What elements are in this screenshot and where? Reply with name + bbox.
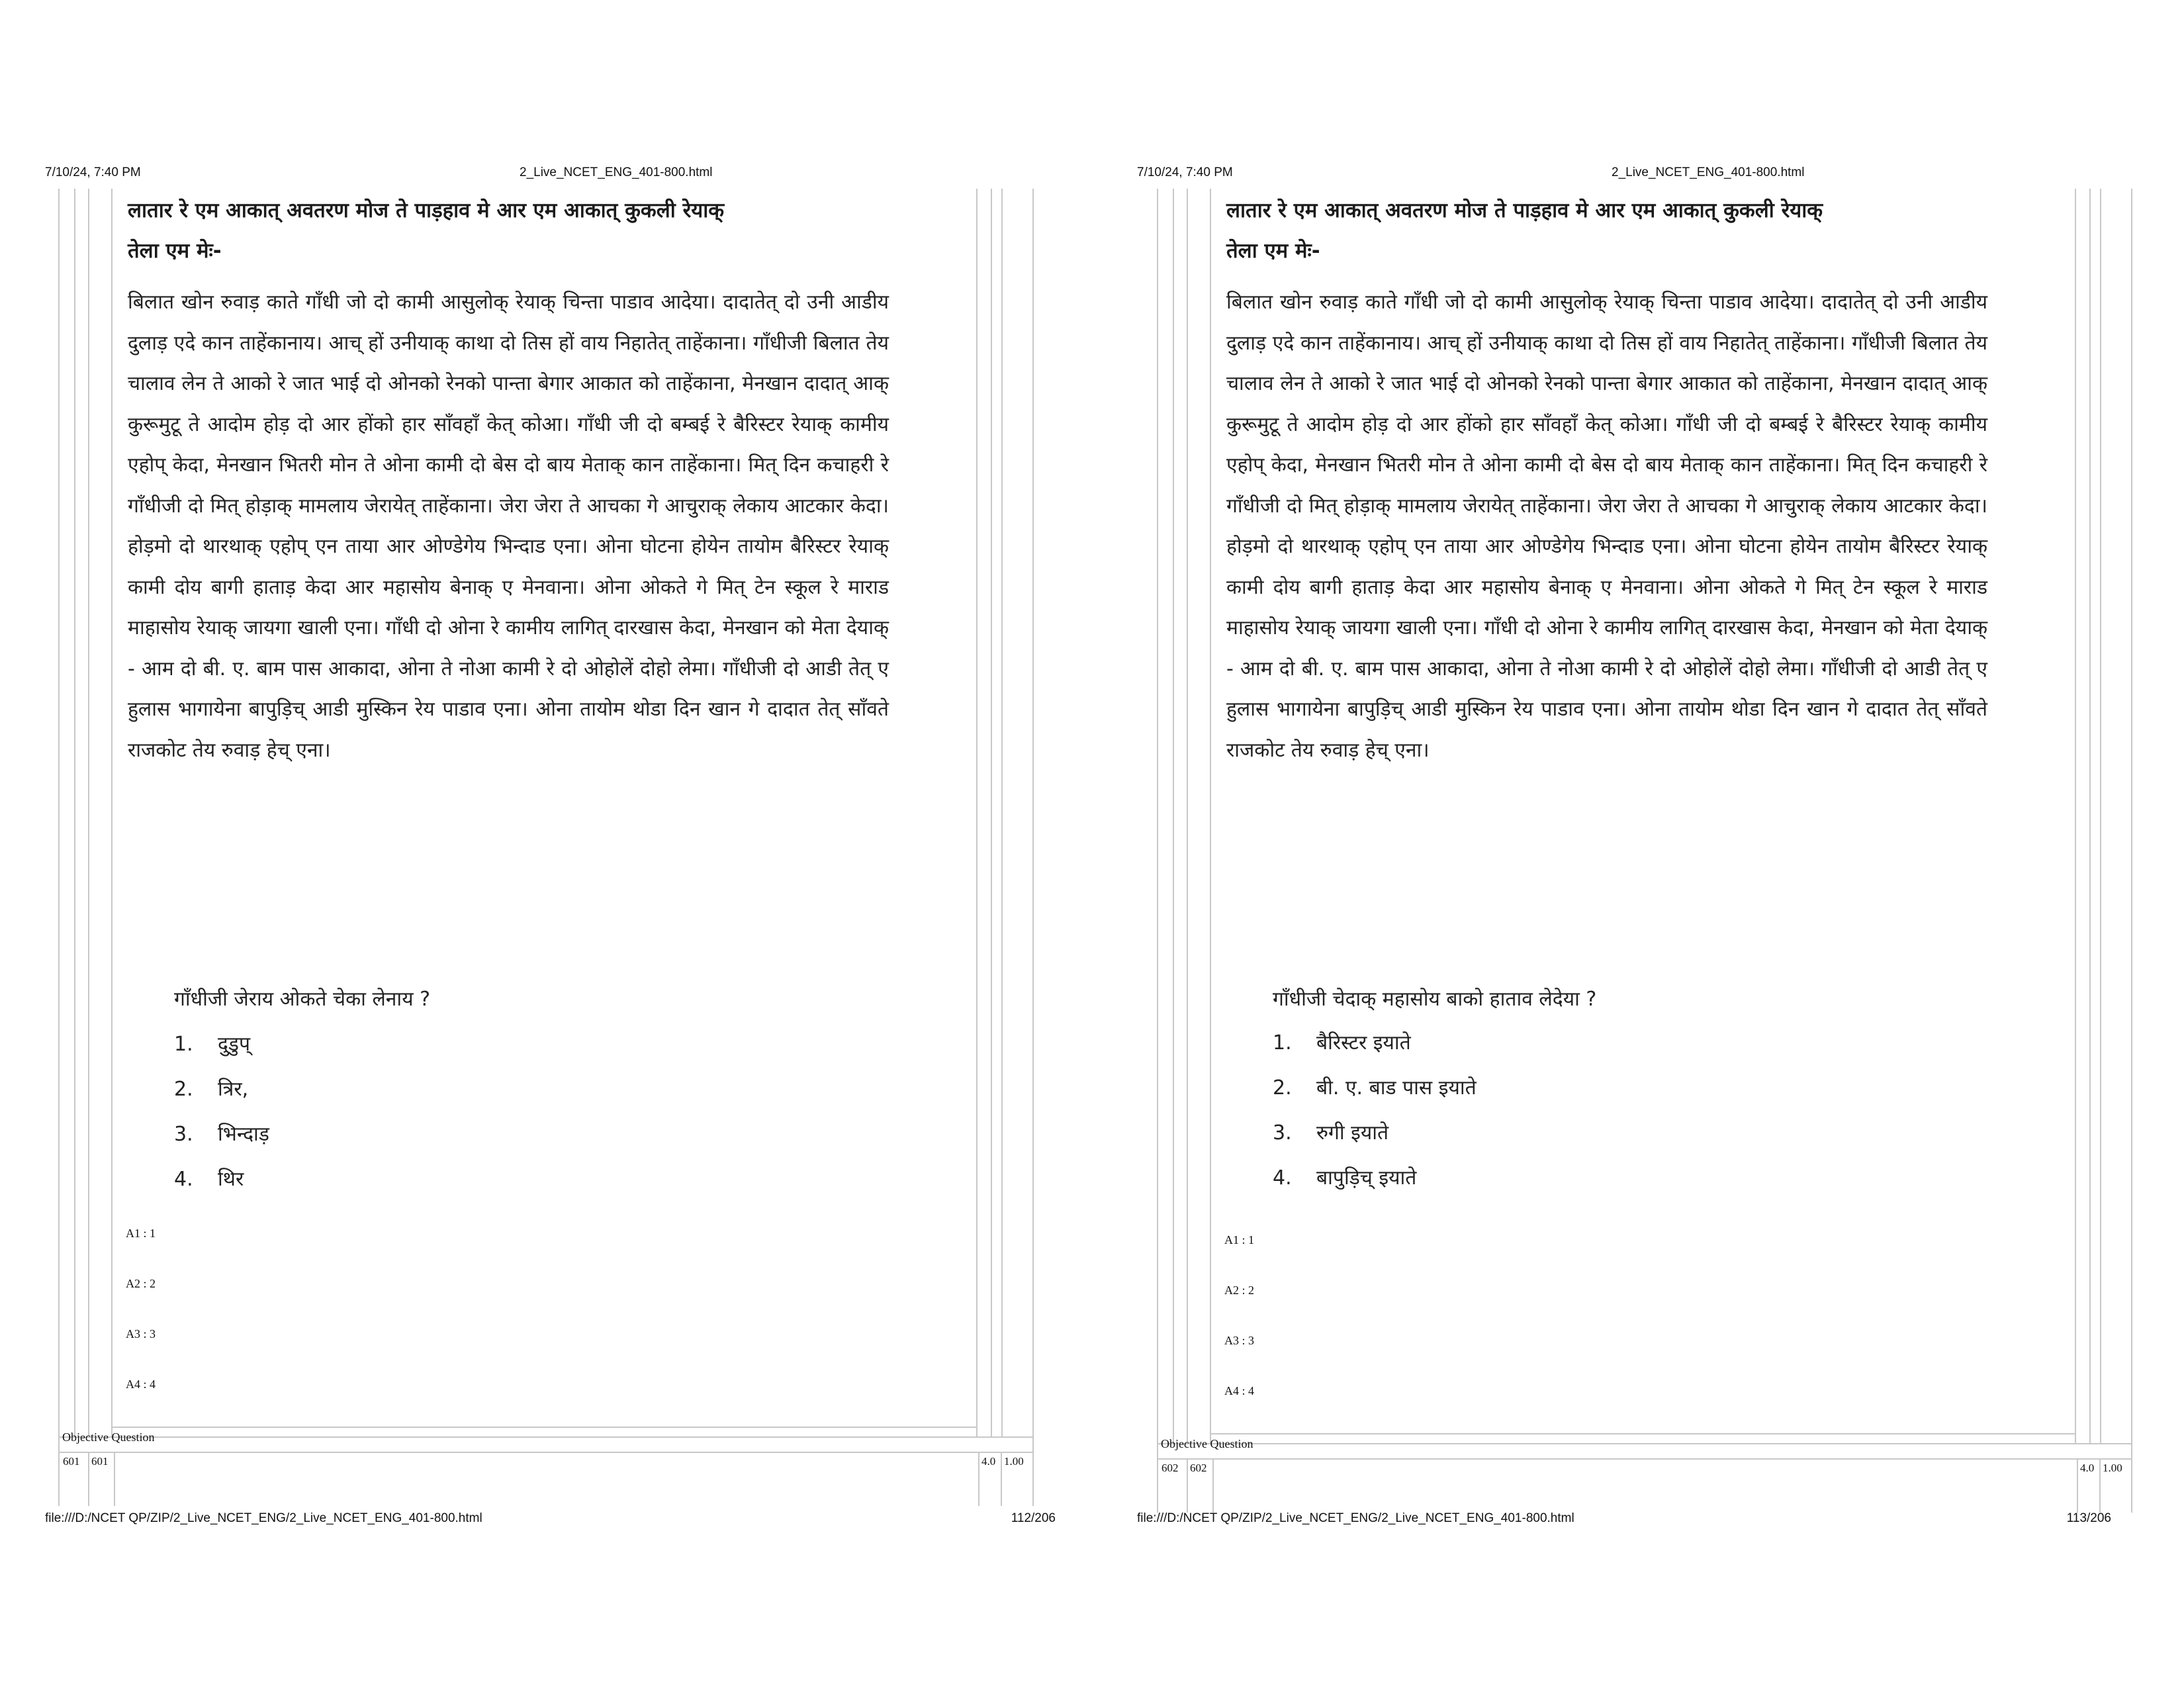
table-border [2100, 189, 2101, 1443]
table-border [114, 1452, 115, 1506]
option-1 [174, 1029, 250, 1056]
print-header-datetime: 7/10/24, 7:40 PM [45, 165, 141, 179]
marks-positive: 4.0 [2080, 1462, 2095, 1474]
print-page-right [1092, 0, 2184, 1688]
table-border [88, 189, 89, 1436]
table-border [74, 189, 75, 1436]
table-border [111, 189, 113, 1436]
answer-key-4: A4 : 4 [1224, 1384, 1254, 1397]
question-type-label: Objective Question [1161, 1437, 1253, 1450]
option-number: 2. [1273, 1076, 1292, 1100]
question-type-label: Objective Question [62, 1430, 155, 1444]
table-border [1001, 1452, 1002, 1506]
table-border [58, 1436, 1032, 1438]
table-border [1001, 189, 1003, 1436]
option-number: 3. [1273, 1121, 1292, 1145]
option-number: 2. [174, 1078, 193, 1101]
option-text: त्रिर, [218, 1078, 249, 1101]
option-text: बी. ए. बाड पास इयाते [1316, 1076, 1477, 1100]
question-text: गाँधीजी जेराय ओकते चेका लेनाय ? [174, 988, 431, 1011]
option-number: 1. [1273, 1031, 1292, 1055]
instruction-heading-line: लातार रे एम आकात् अवतरण मोज ते पाड़हाव मे आर एम आकात् कुकली रेयाक् [128, 199, 725, 222]
instruction-heading-line: तेला एम मेः- [1226, 239, 1320, 263]
passage-block [1226, 191, 1987, 771]
option-text: रुगी इयाते [1316, 1121, 1389, 1145]
passage-text: बिलात खोन रुवाड़ काते गाँधी जो दो कामी आसुलोक् रेयाक् चिन्ता पाडाव आदेया। दादातेत् दो उनी आडीय दुलाड़ एदे कान ताहेंकानाय। आच् हों उनीयाक् काथा दो तिस हों वाय निहातेत् ताहेंकाना। गाँधीजी बिलात तेय चालाव लेन ते आको रे जात भाई दो ओनको रेनको पान्ता बेगार आकात को ताहेंकाना, मेनखान दादात् आक् कुरूमुटू ते आदोम होड़ दो आर होंको हार साँवहाँ केत् कोआ। गाँधी जी दो बम्बई रे बैरिस्टर रेयाक् कामीय एहोप् केदा, मेनखान भितरी मोन ते ओना कामी दो बेस दो बाय मेताक् कान ताहेंकाना। मित् दिन कचाहरी रे गाँधीजी दो मित् होड़ाक् मामलाय जेरायेत् ताहेंकाना। जेरा जेरा ते आचका गे आचुराक् लेकाय आटकार केदा। होड़मो दो थारथाक् एहोप् एन ताया आर ओण्डेगेय भिन्दाड एना। ओना घोटना होयेन तायोम बैरिस्टर रेयाक् कामी दोय बागी हाताड़ केदा आर महासोय बेनाक् ए मेनवाना। ओना ओकते गे मित् टेन स्कूल रे माराड माहासोय रेयाक् जायगा खाली एना। गाँधी दो ओना रे कामीय लागित् दारखास केदा, मेनखान को मेता देयाक् - आम दो बी. ए. बाम पास आकादा, ओना ते नोआ कामी रे दो ओहोलें दोहो लेमा। गाँधीजी दो आडी तेत् ए हुलास भागायेना बापुड़िच् आडी मुस्किन रेय पाडाव एना। ओना तायोम थोडा दिन खान गे दादात तेत् साँवते राजकोट तेय रुवाड़ हेच् एना। [1226, 291, 1987, 762]
print-header-filename: 2_Live_NCET_ENG_401-800.html [1612, 165, 1805, 179]
table-border [2099, 1458, 2101, 1513]
option-4 [1273, 1163, 1416, 1190]
table-border [88, 1452, 89, 1506]
option-2 [174, 1074, 248, 1102]
option-text: भिन्दाड़ [218, 1123, 269, 1146]
print-footer-page: 113/206 [2066, 1511, 2111, 1525]
instruction-heading [128, 191, 889, 271]
answer-key-2: A2 : 2 [126, 1277, 156, 1290]
instruction-heading [1226, 191, 1987, 271]
table-border [1187, 189, 1188, 1443]
marks-weight: 1.00 [1004, 1455, 1024, 1468]
answer-key-3: A3 : 3 [1224, 1334, 1254, 1347]
question-number: 601 [63, 1455, 80, 1468]
table-border [991, 189, 992, 1436]
option-text: थिर [218, 1168, 244, 1191]
answer-key-1: A1 : 1 [1224, 1233, 1254, 1246]
option-2 [1273, 1073, 1477, 1100]
answer-key-4: A4 : 4 [126, 1378, 156, 1391]
table-border [1157, 189, 1158, 1513]
print-footer-path: file:///D:/NCET QP/ZIP/2_Live_NCET_ENG/2_Live_NCET_ENG_401-800.html [1137, 1511, 1574, 1525]
table-border [58, 189, 60, 1506]
table-border [1187, 1458, 1188, 1513]
print-header-datetime: 7/10/24, 7:40 PM [1137, 165, 1233, 179]
table-border [1032, 189, 1034, 1506]
table-border [1212, 1458, 1214, 1513]
answer-key-2: A2 : 2 [1224, 1284, 1254, 1297]
table-border [2077, 1458, 2078, 1513]
passage-text: बिलात खोन रुवाड़ काते गाँधी जो दो कामी आसुलोक् रेयाक् चिन्ता पाडाव आदेया। दादातेत् दो उनी आडीय दुलाड़ एदे कान ताहेंकानाय। आच् हों उनीयाक् काथा दो तिस हों वाय निहातेत् ताहेंकाना। गाँधीजी बिलात तेय चालाव लेन ते आको रे जात भाई दो ओनको रेनको पान्ता बेगार आकात को ताहेंकाना, मेनखान दादात् आक् कुरूमुटू ते आदोम होड़ दो आर होंको हार साँवहाँ केत् कोआ। गाँधी जी दो बम्बई रे बैरिस्टर रेयाक् कामीय एहोप् केदा, मेनखान भितरी मोन ते ओना कामी दो बेस दो बाय मेताक् कान ताहेंकाना। मित् दिन कचाहरी रे गाँधीजी दो मित् होड़ाक् मामलाय जेरायेत् ताहेंकाना। जेरा जेरा ते आचका गे आचुराक् लेकाय आटकार केदा। होड़मो दो थारथाक् एहोप् एन ताया आर ओण्डेगेय भिन्दाड एना। ओना घोटना होयेन तायोम बैरिस्टर रेयाक् कामी दोय बागी हाताड़ केदा आर महासोय बेनाक् ए मेनवाना। ओना ओकते गे मित् टेन स्कूल रे माराड माहासोय रेयाक् जायगा खाली एना। गाँधी दो ओना रे कामीय लागित् दारखास केदा, मेनखान को मेता देयाक् - आम दो बी. ए. बाम पास आकादा, ओना ते नोआ कामी रे दो ओहोलें दोहो लेमा। गाँधीजी दो आडी तेत् ए हुलास भागायेना बापुड़िच् आडी मुस्किन रेय पाडाव एना। ओना तायोम थोडा दिन खान गे दादात तेत् साँवते राजकोट तेय रुवाड़ हेच् एना। [128, 291, 889, 762]
question-number: 602 [1161, 1462, 1179, 1474]
answer-key-3: A3 : 3 [126, 1327, 156, 1340]
option-1 [1273, 1028, 1411, 1055]
table-border [978, 1452, 979, 1506]
option-number: 1. [174, 1033, 193, 1056]
table-border [1157, 1458, 2131, 1460]
table-border [2131, 189, 2132, 1513]
print-header-filename: 2_Live_NCET_ENG_401-800.html [520, 165, 713, 179]
option-text: बैरिस्टर इयाते [1316, 1031, 1411, 1055]
table-border [1173, 189, 1174, 1443]
option-3 [1273, 1118, 1388, 1145]
question-id: 601 [91, 1455, 109, 1468]
instruction-heading-line: तेला एम मेः- [128, 239, 222, 263]
option-text: दुडुप् [218, 1033, 251, 1056]
option-number: 4. [1273, 1166, 1292, 1190]
table-border [1210, 189, 1211, 1443]
option-text: बापुड़िच् इयाते [1316, 1166, 1417, 1190]
passage-block [128, 191, 889, 771]
option-number: 4. [174, 1168, 193, 1191]
table-border [58, 1452, 1032, 1453]
question-id: 602 [1190, 1462, 1207, 1474]
marks-weight: 1.00 [2103, 1462, 2122, 1474]
table-border [1157, 1443, 2131, 1444]
question-text: गाँधीजी चेदाक् महासोय बाको हाताव लेदेया ? [1273, 988, 1597, 1011]
instruction-heading-line: लातार रे एम आकात् अवतरण मोज ते पाड़हाव मे आर एम आकात् कुकली रेयाक् [1226, 199, 1823, 222]
table-border [2075, 189, 2076, 1443]
table-border [976, 189, 978, 1436]
answer-key-1: A1 : 1 [126, 1227, 156, 1240]
print-footer-path: file:///D:/NCET QP/ZIP/2_Live_NCET_ENG/2_Live_NCET_ENG_401-800.html [45, 1511, 482, 1525]
marks-positive: 4.0 [981, 1455, 996, 1468]
table-border [1210, 1433, 2075, 1434]
option-number: 3. [174, 1123, 193, 1146]
option-4 [174, 1164, 244, 1192]
option-3 [174, 1119, 269, 1147]
print-footer-page: 112/206 [1011, 1511, 1056, 1525]
table-border [111, 1427, 976, 1428]
table-border [2089, 189, 2091, 1443]
